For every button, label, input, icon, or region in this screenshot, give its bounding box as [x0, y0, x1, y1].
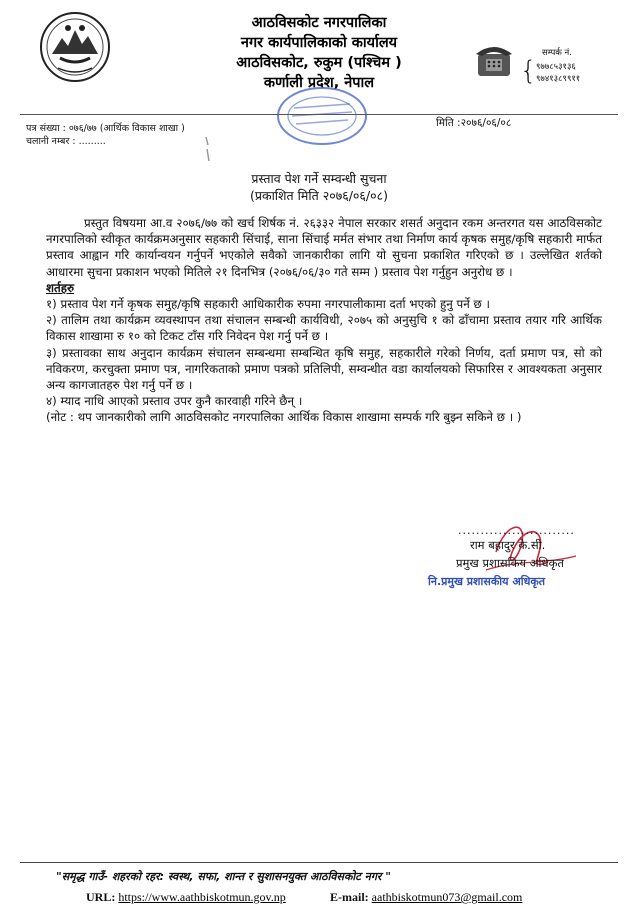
body-paragraph: प्रस्तुत विषयमा आ.व २०७६/७७ को खर्च शिर्षक नं. २६३३२ नेपाल सरकार शसर्त अनुदान रकम अन्तरगत यस आठविसकोट नगरपालिको स्वीकृत कार्यक्रमअनुसार सहकारी सिंचाई, साना सिंचाई मर्मत संभार तथा निर्माण कार्य कृषक समुह/कृषि सहकारी मार्फत प्रस्ताव आह्वान गरि कार्यान्वयन गर्नुपर्ने भएकोले सवैको जानकारीका लागि यो सुचना प्रकाशित गरिएको छ । उल्लेखित शर्तको आधारमा सुचना प्रकाशन भएको मितिले २१ दिनभित्र (२०७६/०६/३० गते सम्म ) प्रस्ताव पेश गर्नुहुन अनुरोध छ ।: [46, 216, 602, 279]
header-office: नगर कार्यपालिकाको कार्यालय: [240, 35, 398, 51]
scan-mark: [200, 135, 214, 165]
chalani-number: चलानी नम्बर : .........: [26, 136, 106, 147]
contact-label: सम्पर्क नं.: [542, 48, 572, 58]
subject-published-date: (प्रकाशित मिति २०७६/०६/०८): [249, 188, 388, 203]
signatory-name: राम बहादुर के.सी.: [470, 538, 546, 552]
header-province: कर्णाली प्रदेश, नेपाल: [263, 75, 375, 91]
condition-1: १) प्रस्ताव पेश गर्ने कृषक समुह/कृषि सहकारी आधिकारीक रुपमा नगरपालीकामा दर्ता भएको हुनु पर्ने छ ।: [46, 297, 491, 312]
subject-title: प्रस्ताव पेश गर्ने सम्वन्धी सुचना: [251, 171, 387, 186]
contact-phone-1: ९७७८५३१३६: [536, 62, 576, 72]
patra-sankhya: पत्र संख्या : ०७६/७७ (आर्थिक विकास शाखा ): [26, 123, 185, 134]
conditions-heading: शर्तहरु: [46, 280, 75, 295]
condition-4: ४) म्याद नाधि आएको प्रस्ताव उपर कुनै कारवाही गरिने छैन् ।: [46, 394, 303, 409]
header-org-name: आठविसकोट नगरपालिका: [251, 15, 387, 31]
office-seal-stamp: [272, 82, 372, 150]
footer-email: [330, 890, 522, 905]
condition-3: ३) प्रस्तावका साथ अनुदान कार्यक्रम संचालन सम्बन्धमा सम्बन्धित कृषि समुह, सहकारीले गरेको निर्णय, दर्ता प्रमाण पत्र, सो को नविकरण, करचुक्ता प्रमाण पत्र, नागरिकताको प्रमाण पत्रको प्रतिलिपी, सम्वन्धीत वडा कार्यालयको सिफारिस र आवश्यकता अनुसार अन्य कागजातहरु पेश गर्नु पर्ने छ ।: [46, 345, 602, 393]
reference-block: [26, 122, 185, 148]
website-link[interactable]: https://www.aathbiskotmun.gov.np: [118, 890, 286, 904]
header-divider: [20, 114, 618, 115]
contact-phone-2: ९७४१३८९९११: [536, 74, 581, 84]
signature-line: ..........................: [458, 524, 575, 537]
header-address: आठविसकोट, रुकुम (पश्चिम ): [236, 55, 402, 71]
official-designation-stamp: नि.प्रमुख प्रशासकीय अधिकृत: [428, 575, 546, 588]
telephone-icon: [474, 42, 514, 78]
brace-glyph: {: [520, 56, 537, 86]
url-label: URL:: [86, 890, 116, 904]
letter-body: [46, 215, 602, 426]
email-label: E-mail:: [330, 890, 369, 904]
email-link[interactable]: aathbiskotmun073@gmail.com: [371, 890, 523, 904]
letter-date: मिति :२०७६/०६/०८: [436, 117, 512, 129]
condition-2: २) तालिम तथा कार्यक्रम व्यवस्थापन तथा संचालन सम्बन्धी कार्यविधी, २०७५ को अनुसुचि १ को ढाँचामा प्रस्ताव तयार गरि आर्थिक विकास शाखामा रु १० को टिकट टाँस गरि निवेदन पेश गर्नु पर्ने छ ।: [46, 313, 602, 344]
signatory-title: प्रमुख प्रशासकिय अधिकृत: [456, 556, 564, 570]
note: (नोट : थप जानकारीको लागि आठविसकोट नगरपालिका आर्थिक विकास शाखामा सम्पर्क गरि बुझ्न सकिने छ । ): [46, 410, 522, 425]
footer-motto: "समृद्ध गाउँ- शहरको रहर: स्वस्थ, सफा, शान्त र सुशासनयुक्त आठविसकोट नगर ": [56, 870, 391, 883]
footer-url: [86, 890, 286, 905]
footer-divider: [20, 862, 618, 863]
